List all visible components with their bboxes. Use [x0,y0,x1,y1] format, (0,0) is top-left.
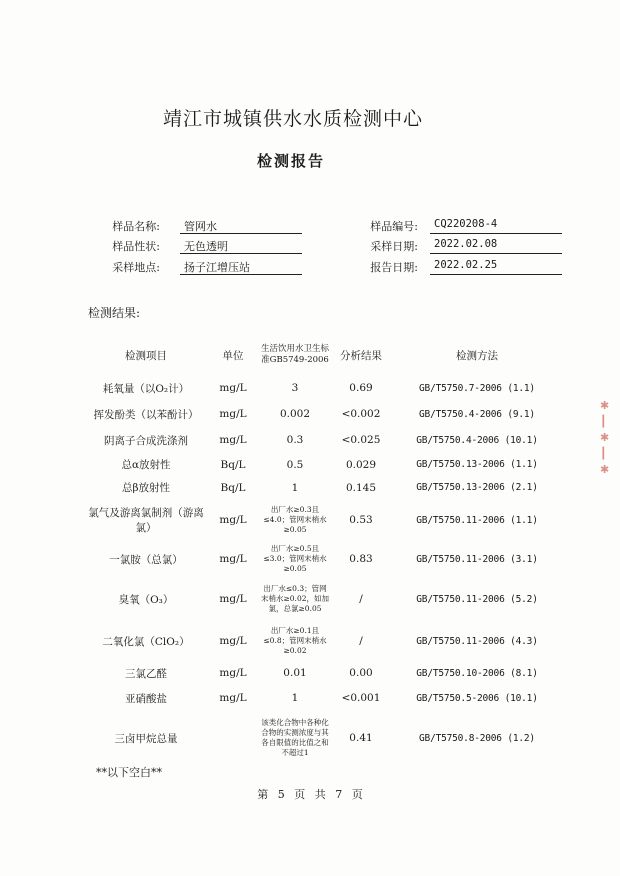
results-table-header [86,335,562,375]
red-seal-stamp: ✱ ┃ ✱ ┃ ✱ [600,399,610,476]
page-indicator: 第 5 页 共 7 页 [257,788,363,801]
result-unit: Bq/L [220,458,246,471]
document-title: 检测报告 [256,152,325,170]
result-standard: 0.5 [286,458,304,471]
result-standard: 0.002 [279,408,311,420]
result-item: 氯气及游离氯制剂（游离氯） [88,507,204,534]
result-method: GB/T5750.7-2006 (1.1) [419,382,535,394]
result-unit: Bq/L [220,481,246,494]
result-row [86,401,562,427]
result-unit [206,711,260,765]
result-standard: 0.01 [283,667,307,679]
result-value: <0.002 [341,408,381,420]
sample-name-value: 管网水 [180,218,302,234]
result-value: / [359,593,363,605]
result-item: 三氯乙醛 [125,667,167,680]
end-of-content-note: **以下空白** [96,766,162,779]
result-value: 0.145 [345,481,377,494]
organization-title: 靖江市城镇供水水质检测中心 [162,108,423,130]
result-row [86,711,562,765]
column-header-standard: 生活饮用水卫生标准GB5749-2006 [260,344,329,365]
result-row [86,476,562,499]
result-row [86,375,562,401]
result-method: GB/T5750.13-2006 (1.1) [416,459,538,470]
result-method: GB/T5750.4-2006 (9.1) [419,408,535,420]
sampling-location-value: 扬子江增压站 [180,259,302,275]
report-date-value: 2022.02.25 [430,259,562,275]
result-item: 一氯胺（总氯） [109,553,183,566]
result-item: 耗氧量（以O₂计） [102,382,190,395]
result-row [86,621,562,661]
result-standard: 3 [291,382,299,394]
result-value: 0.00 [349,667,373,679]
result-item: 挥发酚类（以苯酚计） [93,408,199,421]
result-standard: 1 [291,481,299,494]
info-row-1 [0,218,620,234]
result-row [86,453,562,476]
result-row [86,427,562,453]
result-item: 亚硝酸盐 [125,692,167,705]
result-unit: mg/L [219,434,247,446]
result-standard: 出厂水≥0.1且≤0.8；管网末梢水≥0.02 [263,626,327,655]
results-table [86,335,562,765]
result-item: 总α放射性 [121,459,171,471]
result-method: GB/T5750.4-2006 (10.1) [416,434,538,446]
results-section-label: 检测结果: [88,306,141,320]
result-value: 0.69 [349,382,373,394]
sample-name-label: 样品名称: [112,220,160,233]
result-item: 阴离子合成洗涤剂 [104,434,188,447]
column-header-unit: 单位 [222,349,244,362]
result-value: 0.53 [349,514,373,526]
result-row [86,499,562,541]
result-standard: 0.3 [286,434,304,446]
results-table-body [86,375,562,765]
result-value: 0.41 [349,732,373,744]
result-unit: mg/L [219,692,247,704]
result-row [86,661,562,685]
result-item: 三卤甲烷总量 [114,732,178,745]
result-unit: mg/L [219,408,247,420]
column-header-method: 检测方法 [456,349,498,362]
result-value: 0.83 [349,553,373,565]
result-unit: mg/L [219,382,247,394]
result-standard: 出厂水≥0.3且≤4.0；管网末梢水≥0.05 [263,505,327,534]
result-row [86,541,562,577]
result-item: 臭氧（O₃） [118,593,174,606]
result-value: <0.025 [341,434,381,446]
column-header-result: 分析结果 [340,349,382,362]
result-standard: 该类化合物中各种化合物的实测浓度与其各自限值的比值之和不超过1 [261,718,329,757]
sample-appearance-label: 样品性状: [112,240,160,253]
result-standard: 出厂水≤0.3；管网末梢水≥0.02，如加氯，总氯≥0.05 [261,584,329,613]
report-date-label: 报告日期: [370,261,418,274]
sample-appearance-value: 无色透明 [180,238,302,254]
info-row-2 [0,238,620,254]
result-standard: 出厂水≥0.5且≤3.0；管网末梢水≥0.05 [263,544,327,573]
result-row [86,685,562,711]
result-value: 0.029 [345,458,377,471]
result-method: GB/T5750.11-2006 (3.1) [416,553,538,565]
sample-number-value: CQ220208-4 [430,218,562,234]
sampling-date-value: 2022.02.08 [430,238,562,254]
result-method: GB/T5750.11-2006 (1.1) [416,514,538,526]
sample-number-label: 样品编号: [370,220,418,233]
result-value: <0.001 [341,692,381,704]
result-unit: mg/L [219,514,247,526]
result-method: GB/T5750.11-2006 (5.2) [416,593,538,605]
sampling-date-label: 采样日期: [370,240,418,253]
result-method: GB/T5750.13-2006 (2.1) [416,482,538,493]
result-method: GB/T5750.10-2006 (8.1) [416,667,538,679]
result-unit: mg/L [219,553,247,565]
result-standard: 1 [291,692,299,704]
result-unit: mg/L [219,635,247,647]
sampling-location-label: 采样地点: [112,261,160,274]
result-method: GB/T5750.11-2006 (4.3) [416,635,538,647]
info-row-3 [0,259,620,275]
result-method: GB/T5750.5-2006 (10.1) [416,692,538,704]
result-unit: mg/L [219,593,247,605]
result-item: 总β放射性 [121,482,171,494]
result-unit: mg/L [219,667,247,679]
result-row [86,577,562,621]
result-value: / [359,635,363,647]
result-method: GB/T5750.8-2006 (1.2) [419,732,535,744]
column-header-item: 检测项目 [125,349,167,362]
result-item: 二氧化氯（ClO₂） [102,635,190,648]
